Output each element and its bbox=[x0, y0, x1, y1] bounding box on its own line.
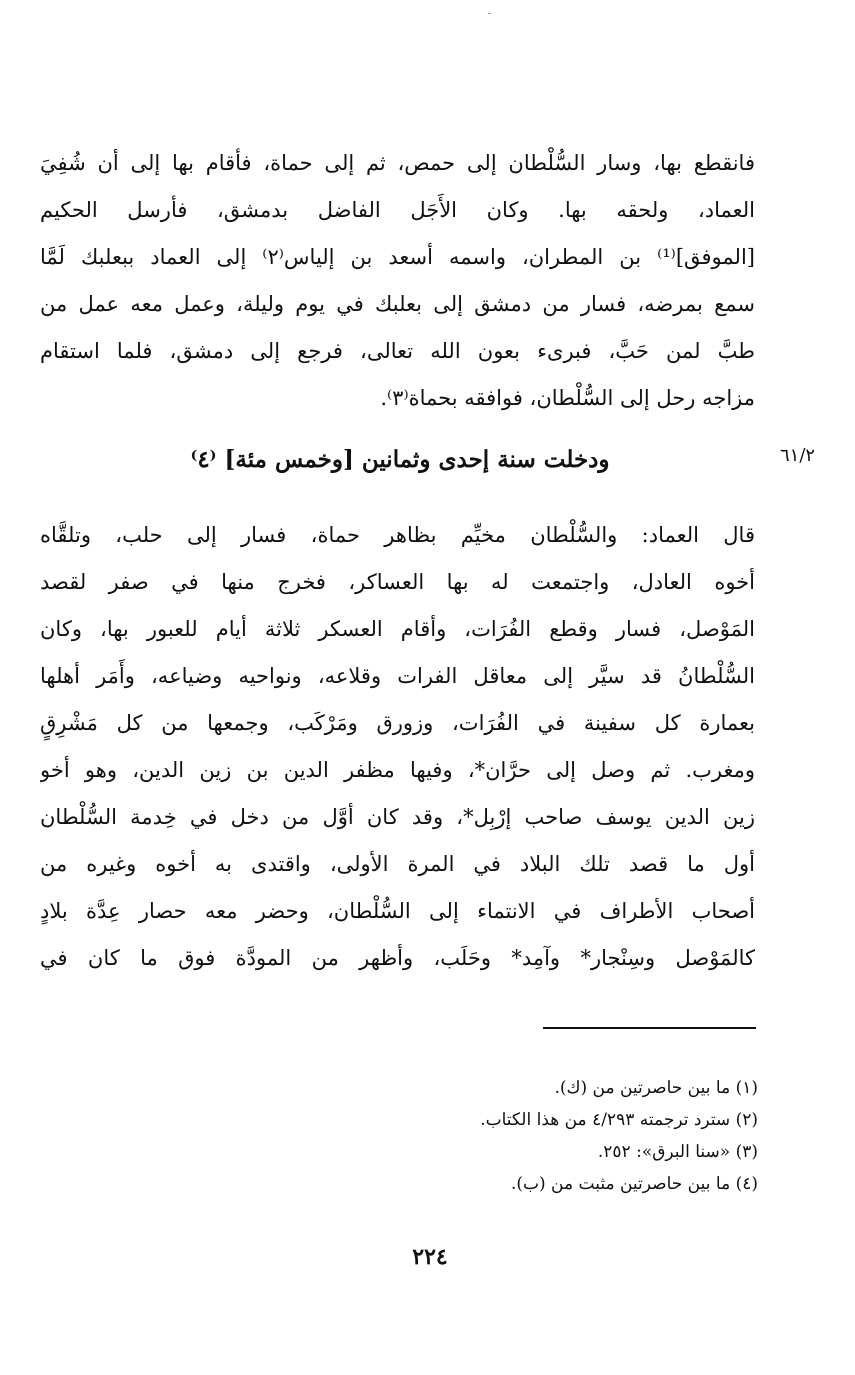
paragraph-line: فانقطع بها، وسار السُّلْطان إلى حمص، ثم إلى حماة، فأقام بها إلى أن شُفِيَ bbox=[40, 151, 755, 175]
margin-reference: ٦١/٢ bbox=[780, 445, 816, 466]
section-heading: ودخلت سنة إحدى وثمانين [وخمس مئة] ⁽٤⁾ bbox=[190, 446, 610, 473]
footnote: (٢) سترد ترجمته ٤/٢٩٣ من هذا الكتاب. bbox=[480, 1110, 758, 1130]
paragraph-1 bbox=[40, 140, 755, 422]
paragraph-line: العماد، ولحقه بها. وكان الأَجَل الفاضل بدمشق، فأرسل الحكيم bbox=[40, 198, 755, 222]
footnote: (١) ما بين حاصرتين من (ك). bbox=[554, 1078, 758, 1098]
paragraph-line: بعمارة كل سفينة في الفُرَات، وزورق ومَرْكَب، وجمعها من كل مَشْرِقٍ bbox=[40, 711, 755, 735]
footnote: (٤) ما بين حاصرتين مثبت من (ب). bbox=[510, 1174, 758, 1194]
paragraph-line: سمع بمرضه، فسار من دمشق إلى بعلبك في يوم وليلة، وعمل معه عمل من bbox=[40, 292, 755, 316]
paragraph-line: المَوْصل، فسار وقطع الفُرَات، وأقام العسكر ثلاثة أيام للعبور بها، وكان bbox=[40, 617, 755, 641]
paragraph-line: [الموفق]⁽¹⁾ بن المطران، واسمه أسعد بن إلياس⁽٢⁾ إلى العماد ببعلبك لَمَّا bbox=[40, 245, 755, 269]
paragraph-line: قال العماد: والسُّلْطان مخيِّم بظاهر حماة، فسار إلى حلب، وتلقَّاه bbox=[40, 523, 755, 547]
paragraph-line: طبَّ لمن حَبَّ، فبرىء بعون الله تعالى، فرجع إلى دمشق، فلما استقام bbox=[40, 339, 755, 363]
page-number: ٢٢٤ bbox=[412, 1244, 448, 1270]
paragraph-line: أول ما قصد تلك البلاد في المرة الأولى، واقتدى به أخوه وغيره من bbox=[40, 852, 755, 876]
paragraph-line: كالمَوْصل وسِنْجار* وآمِد* وحَلَب، وأظهر من المودَّة فوق ما كان في bbox=[40, 946, 755, 970]
paragraph-line: أخوه العادل، واجتمعت له بها العساكر، فخرج منها في صفر لقصد bbox=[40, 570, 755, 594]
paragraph-line: أصحاب الأطراف في الانتماء إلى السُّلْطان، وحضر معه حصار عِدَّة بلادٍ bbox=[40, 899, 755, 923]
paragraph-line: زين الدين يوسف صاحب إرْبِل*، وقد كان أوَّل من دخل في خِدمة السُّلْطان bbox=[40, 805, 755, 829]
footnote-divider bbox=[543, 1027, 756, 1029]
top-mark: ـ bbox=[488, 6, 491, 17]
paragraph-line: ومغرب. ثم وصل إلى حرَّان*، وفيها مظفر الدين بن زين الدين، وهو أخو bbox=[40, 758, 755, 782]
paragraph-2 bbox=[40, 512, 755, 982]
footnotes bbox=[300, 1072, 758, 1200]
footnote: (٣) «سنا البرق»: ٢٥٢. bbox=[597, 1142, 758, 1162]
paragraph-line: السُّلْطانُ قد سيَّر إلى معاقل الفرات وقلاعه، ونواحيه وضياعه، وأَمَر أهلها bbox=[40, 664, 755, 688]
paragraph-line: مزاجه رحل إلى السُّلْطان، فوافقه بحماة⁽٣⁾. bbox=[380, 386, 755, 410]
